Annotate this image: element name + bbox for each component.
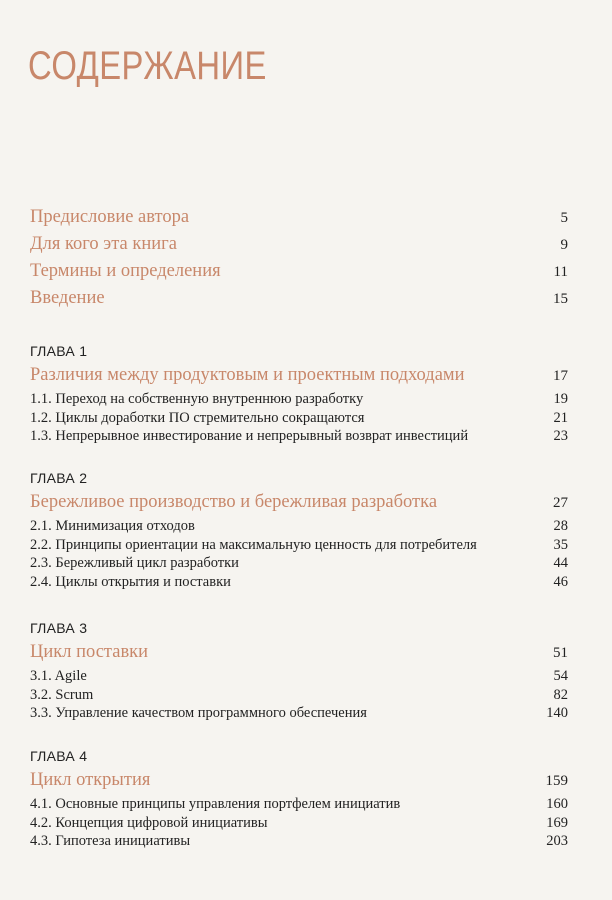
section-title: 1.3. Непрерывное инвестирование и непрерывный возврат инвестиций <box>30 428 469 444</box>
toc-entry-title: Предисловие автора <box>30 207 190 227</box>
section-page: 19 <box>553 391 568 407</box>
chapter-2 <box>30 470 568 592</box>
section-title: 3.2. Scrum <box>30 686 94 703</box>
section-entry <box>30 574 568 593</box>
section-page: 28 <box>553 518 568 534</box>
section-entry <box>30 428 568 447</box>
section-title: 4.2. Концепция цифровой инициативы <box>30 814 268 831</box>
toc-entry <box>30 288 568 315</box>
section-entry <box>30 796 568 815</box>
chapter-1 <box>30 343 568 447</box>
section-page: 82 <box>553 686 568 703</box>
chapter-page: 51 <box>553 645 568 661</box>
section-page: 54 <box>553 668 568 684</box>
section-title: 2.4. Циклы открытия и поставки <box>30 573 231 590</box>
section-title: 2.3. Бережливый цикл разработки <box>30 555 239 571</box>
toc-entry <box>30 207 568 234</box>
toc-entry <box>30 261 568 288</box>
chapter-page: 159 <box>545 773 568 789</box>
section-entry <box>30 668 568 687</box>
section-title: 4.3. Гипотеза инициативы <box>30 833 191 849</box>
section-entry <box>30 705 568 724</box>
section-page: 35 <box>553 536 568 553</box>
chapter-title-row <box>30 492 568 516</box>
chapter-title-row <box>30 365 568 389</box>
chapter-title-row <box>30 642 568 666</box>
section-entry <box>30 410 568 429</box>
section-page: 160 <box>546 796 568 812</box>
chapter-3 <box>30 620 568 724</box>
section-page: 23 <box>553 428 568 444</box>
section-title: 1.1. Переход на собственную внутреннюю разработку <box>30 391 364 407</box>
section-page: 46 <box>553 573 568 590</box>
toc-entry-page: 11 <box>553 264 568 280</box>
chapter-title: Цикл открытия <box>30 770 151 790</box>
section-page: 21 <box>553 409 568 426</box>
toc-entry-title: Для кого эта книга <box>30 234 177 254</box>
chapter-title: Цикл поставки <box>30 642 149 662</box>
toc-entry-title: Термины и определения <box>30 261 221 281</box>
toc-entry-page: 9 <box>560 237 568 253</box>
toc-entry <box>30 234 568 261</box>
chapter-page: 17 <box>553 368 568 384</box>
section-title: 3.3. Управление качеством программного обеспечения <box>30 705 367 721</box>
section-title: 2.2. Принципы ориентации на максимальную ценность для потребителя <box>30 536 477 553</box>
section-entry <box>30 555 568 574</box>
section-entry <box>30 518 568 537</box>
section-entry <box>30 391 568 410</box>
page-title: СОДЕРЖАНИЕ <box>28 44 267 88</box>
chapter-title: Различия между продуктовым и проектным подходами <box>30 365 465 385</box>
toc-entry-page: 15 <box>553 291 568 307</box>
chapter-label: ГЛАВА 4 <box>30 748 88 764</box>
section-entry <box>30 537 568 556</box>
chapter-label: ГЛАВА 2 <box>30 470 88 486</box>
chapter-page: 27 <box>553 495 568 511</box>
chapter-label: ГЛАВА 3 <box>30 620 88 636</box>
chapter-title-row <box>30 770 568 794</box>
section-title: 4.1. Основные принципы управления портфелем инициатив <box>30 796 401 812</box>
chapter-label: ГЛАВА 1 <box>30 343 88 359</box>
chapter-4 <box>30 748 568 852</box>
section-page: 140 <box>546 705 568 721</box>
section-title: 3.1. Agile <box>30 668 87 684</box>
toc-entry-title: Введение <box>30 288 105 308</box>
section-title: 2.1. Минимизация отходов <box>30 518 195 534</box>
section-entry <box>30 833 568 852</box>
toc-entry-page: 5 <box>560 210 568 226</box>
front-matter-list <box>30 207 568 315</box>
section-page: 203 <box>546 833 568 849</box>
section-entry <box>30 687 568 706</box>
section-title: 1.2. Циклы доработки ПО стремительно сокращаются <box>30 409 365 426</box>
section-entry <box>30 815 568 834</box>
section-page: 169 <box>546 814 568 831</box>
chapter-title: Бережливое производство и бережливая разработка <box>30 492 438 512</box>
section-page: 44 <box>553 555 568 571</box>
